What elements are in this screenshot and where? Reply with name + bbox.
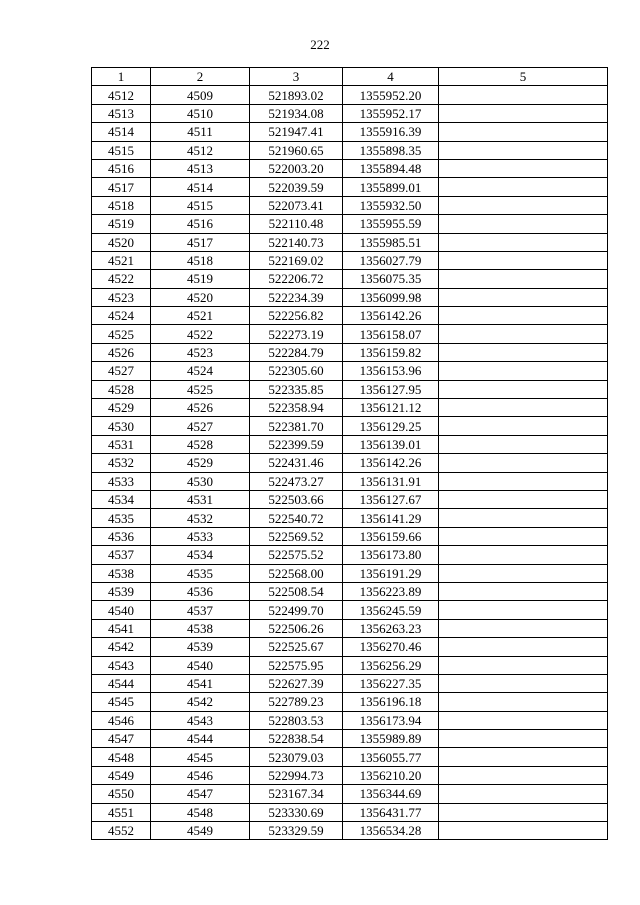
table-cell-col-1: 4536 [92, 527, 151, 545]
table-cell-col-4: 1356127.67 [343, 490, 439, 508]
table-cell-col-4: 1356142.26 [343, 454, 439, 472]
table-row [92, 343, 608, 361]
table-cell-col-3: 522039.59 [250, 178, 343, 196]
table-cell-col-5 [439, 251, 608, 269]
table-row [92, 619, 608, 637]
table-cell-col-1: 4530 [92, 417, 151, 435]
table-row [92, 215, 608, 233]
table-cell-col-1: 4518 [92, 196, 151, 214]
table-cell-col-5 [439, 417, 608, 435]
table-cell-col-3: 523330.69 [250, 803, 343, 821]
table-cell-col-2: 4546 [151, 766, 250, 784]
table-cell-col-4: 1355989.89 [343, 730, 439, 748]
table-cell-col-4: 1356121.12 [343, 399, 439, 417]
table-cell-col-4: 1356099.98 [343, 288, 439, 306]
table-row [92, 785, 608, 803]
table-cell-col-5 [439, 104, 608, 122]
column-header-1: 1 [92, 68, 151, 86]
table-cell-col-5 [439, 564, 608, 582]
table-cell-col-5 [439, 215, 608, 233]
table-cell-col-4: 1355985.51 [343, 233, 439, 251]
table-cell-col-2: 4513 [151, 159, 250, 177]
table-cell-col-1: 4523 [92, 288, 151, 306]
table-cell-col-1: 4512 [92, 86, 151, 104]
table-cell-col-3: 522503.66 [250, 490, 343, 508]
table-cell-col-5 [439, 233, 608, 251]
table-cell-col-3: 522540.72 [250, 509, 343, 527]
table-cell-col-4: 1356159.82 [343, 343, 439, 361]
table-cell-col-5 [439, 619, 608, 637]
table-cell-col-2: 4535 [151, 564, 250, 582]
table-cell-col-5 [439, 748, 608, 766]
table-cell-col-1: 4525 [92, 325, 151, 343]
table-cell-col-4: 1356127.95 [343, 380, 439, 398]
table-cell-col-5 [439, 307, 608, 325]
table-row [92, 123, 608, 141]
table-cell-col-5 [439, 343, 608, 361]
table-cell-col-1: 4543 [92, 656, 151, 674]
table-cell-col-2: 4514 [151, 178, 250, 196]
table-cell-col-1: 4529 [92, 399, 151, 417]
table-cell-col-3: 523329.59 [250, 822, 343, 840]
table-cell-col-2: 4510 [151, 104, 250, 122]
table-cell-col-2: 4536 [151, 582, 250, 600]
table-cell-col-4: 1356131.91 [343, 472, 439, 490]
table-cell-col-4: 1356173.80 [343, 546, 439, 564]
table-cell-col-4: 1356431.77 [343, 803, 439, 821]
coordinates-table [91, 67, 608, 840]
table-cell-col-3: 522110.48 [250, 215, 343, 233]
table-cell-col-3: 522256.82 [250, 307, 343, 325]
table-cell-col-3: 522994.73 [250, 766, 343, 784]
table-cell-col-1: 4549 [92, 766, 151, 784]
table-cell-col-5 [439, 399, 608, 417]
table-row [92, 472, 608, 490]
table-row [92, 638, 608, 656]
table-cell-col-2: 4533 [151, 527, 250, 545]
table-cell-col-2: 4518 [151, 251, 250, 269]
table-cell-col-1: 4521 [92, 251, 151, 269]
column-header-4: 4 [343, 68, 439, 86]
table-cell-col-2: 4532 [151, 509, 250, 527]
table-row [92, 380, 608, 398]
table-cell-col-5 [439, 490, 608, 508]
table-row [92, 527, 608, 545]
table-cell-col-4: 1356270.46 [343, 638, 439, 656]
table-cell-col-4: 1356158.07 [343, 325, 439, 343]
table-cell-col-5 [439, 362, 608, 380]
column-header-2: 2 [151, 68, 250, 86]
table-row [92, 454, 608, 472]
table-row [92, 325, 608, 343]
table-cell-col-5 [439, 638, 608, 656]
table-cell-col-3: 522305.60 [250, 362, 343, 380]
table-cell-col-5 [439, 159, 608, 177]
table-cell-col-4: 1356075.35 [343, 270, 439, 288]
table-cell-col-3: 522838.54 [250, 730, 343, 748]
table-cell-col-3: 521960.65 [250, 141, 343, 159]
table-cell-col-3: 522508.54 [250, 582, 343, 600]
table-row [92, 104, 608, 122]
table-cell-col-5 [439, 711, 608, 729]
table-row [92, 730, 608, 748]
table-cell-col-3: 522506.26 [250, 619, 343, 637]
table-cell-col-2: 4542 [151, 693, 250, 711]
table-row [92, 601, 608, 619]
table-cell-col-2: 4548 [151, 803, 250, 821]
table-cell-col-5 [439, 288, 608, 306]
table-cell-col-1: 4540 [92, 601, 151, 619]
table-cell-col-3: 522473.27 [250, 472, 343, 490]
table-cell-col-1: 4539 [92, 582, 151, 600]
table-cell-col-3: 522273.19 [250, 325, 343, 343]
table-cell-col-4: 1356027.79 [343, 251, 439, 269]
table-cell-col-2: 4517 [151, 233, 250, 251]
table-cell-col-1: 4519 [92, 215, 151, 233]
table-row [92, 748, 608, 766]
table-row [92, 656, 608, 674]
table-cell-col-1: 4538 [92, 564, 151, 582]
table-cell-col-3: 522234.39 [250, 288, 343, 306]
table-cell-col-3: 522431.46 [250, 454, 343, 472]
table-cell-col-1: 4533 [92, 472, 151, 490]
table-cell-col-2: 4538 [151, 619, 250, 637]
table-cell-col-1: 4517 [92, 178, 151, 196]
table-cell-col-3: 522569.52 [250, 527, 343, 545]
table-cell-col-1: 4542 [92, 638, 151, 656]
table-cell-col-4: 1355916.39 [343, 123, 439, 141]
table-body [92, 86, 608, 840]
table-cell-col-2: 4527 [151, 417, 250, 435]
table-cell-col-4: 1356129.25 [343, 417, 439, 435]
table-row [92, 766, 608, 784]
table-row [92, 490, 608, 508]
table-cell-col-2: 4540 [151, 656, 250, 674]
table-cell-col-4: 1356534.28 [343, 822, 439, 840]
table-cell-col-2: 4525 [151, 380, 250, 398]
table-row [92, 159, 608, 177]
table-row [92, 711, 608, 729]
table-cell-col-3: 522568.00 [250, 564, 343, 582]
table-cell-col-4: 1356256.29 [343, 656, 439, 674]
table-cell-col-1: 4548 [92, 748, 151, 766]
table-cell-col-2: 4541 [151, 674, 250, 692]
table-cell-col-3: 522381.70 [250, 417, 343, 435]
table-cell-col-1: 4535 [92, 509, 151, 527]
table-cell-col-5 [439, 178, 608, 196]
table-cell-col-5 [439, 601, 608, 619]
table-cell-col-1: 4545 [92, 693, 151, 711]
table-row [92, 251, 608, 269]
table-cell-col-1: 4516 [92, 159, 151, 177]
table-cell-col-5 [439, 380, 608, 398]
table-cell-col-3: 522575.52 [250, 546, 343, 564]
table-cell-col-1: 4550 [92, 785, 151, 803]
table-cell-col-1: 4514 [92, 123, 151, 141]
table-cell-col-3: 522335.85 [250, 380, 343, 398]
column-header-5: 5 [439, 68, 608, 86]
table-cell-col-3: 522627.39 [250, 674, 343, 692]
table-cell-col-4: 1356344.69 [343, 785, 439, 803]
table-row [92, 270, 608, 288]
table-cell-col-1: 4531 [92, 435, 151, 453]
table-cell-col-3: 521947.41 [250, 123, 343, 141]
table-row [92, 307, 608, 325]
table-cell-col-2: 4529 [151, 454, 250, 472]
table-cell-col-4: 1356227.35 [343, 674, 439, 692]
table-cell-col-1: 4532 [92, 454, 151, 472]
table-cell-col-1: 4544 [92, 674, 151, 692]
table-row [92, 546, 608, 564]
table-cell-col-1: 4513 [92, 104, 151, 122]
table-cell-col-2: 4531 [151, 490, 250, 508]
table-cell-col-1: 4541 [92, 619, 151, 637]
table-cell-col-1: 4552 [92, 822, 151, 840]
table-row [92, 141, 608, 159]
table-cell-col-2: 4522 [151, 325, 250, 343]
table-cell-col-3: 522803.53 [250, 711, 343, 729]
table-cell-col-3: 521893.02 [250, 86, 343, 104]
table-row [92, 674, 608, 692]
table-row [92, 178, 608, 196]
table-cell-col-1: 4534 [92, 490, 151, 508]
table-cell-col-2: 4543 [151, 711, 250, 729]
table-cell-col-1: 4515 [92, 141, 151, 159]
table-cell-col-5 [439, 196, 608, 214]
table-cell-col-3: 521934.08 [250, 104, 343, 122]
table-cell-col-3: 523079.03 [250, 748, 343, 766]
table-row [92, 435, 608, 453]
table-cell-col-4: 1356263.23 [343, 619, 439, 637]
table-row [92, 822, 608, 840]
table-cell-col-1: 4546 [92, 711, 151, 729]
table-cell-col-2: 4534 [151, 546, 250, 564]
table-cell-col-1: 4524 [92, 307, 151, 325]
table-cell-col-2: 4521 [151, 307, 250, 325]
table-cell-col-5 [439, 674, 608, 692]
table-cell-col-5 [439, 785, 608, 803]
table-cell-col-2: 4544 [151, 730, 250, 748]
table-cell-col-5 [439, 472, 608, 490]
table-cell-col-2: 4512 [151, 141, 250, 159]
table-cell-col-3: 522073.41 [250, 196, 343, 214]
table-cell-col-1: 4526 [92, 343, 151, 361]
table-cell-col-5 [439, 527, 608, 545]
table-cell-col-1: 4537 [92, 546, 151, 564]
table-cell-col-3: 522169.02 [250, 251, 343, 269]
table-row [92, 233, 608, 251]
table-cell-col-4: 1356191.29 [343, 564, 439, 582]
table-row [92, 803, 608, 821]
table-cell-col-1: 4520 [92, 233, 151, 251]
table-row [92, 509, 608, 527]
table-cell-col-5 [439, 270, 608, 288]
table-cell-col-4: 1355899.01 [343, 178, 439, 196]
table-cell-col-4: 1356055.77 [343, 748, 439, 766]
table-cell-col-2: 4509 [151, 86, 250, 104]
table-cell-col-3: 522525.67 [250, 638, 343, 656]
table-cell-col-2: 4524 [151, 362, 250, 380]
table-row [92, 86, 608, 104]
page-number: 222 [310, 37, 330, 52]
table-cell-col-2: 4547 [151, 785, 250, 803]
table-cell-col-5 [439, 546, 608, 564]
table-row [92, 693, 608, 711]
table-row [92, 564, 608, 582]
table-row [92, 196, 608, 214]
table-cell-col-3: 522575.95 [250, 656, 343, 674]
table-cell-col-4: 1355932.50 [343, 196, 439, 214]
table-cell-col-5 [439, 141, 608, 159]
table-row [92, 288, 608, 306]
table-cell-col-3: 523167.34 [250, 785, 343, 803]
table-cell-col-3: 522358.94 [250, 399, 343, 417]
table-cell-col-2: 4537 [151, 601, 250, 619]
table-cell-col-4: 1356159.66 [343, 527, 439, 545]
table-cell-col-3: 522399.59 [250, 435, 343, 453]
table-cell-col-1: 4527 [92, 362, 151, 380]
table-header-row [92, 68, 608, 86]
table-cell-col-2: 4520 [151, 288, 250, 306]
table-cell-col-2: 4516 [151, 215, 250, 233]
table-row [92, 362, 608, 380]
table-cell-col-4: 1356210.20 [343, 766, 439, 784]
table-cell-col-5 [439, 86, 608, 104]
table-cell-col-5 [439, 123, 608, 141]
table-cell-col-5 [439, 730, 608, 748]
table-cell-col-2: 4511 [151, 123, 250, 141]
table-cell-col-4: 1355898.35 [343, 141, 439, 159]
table-cell-col-5 [439, 693, 608, 711]
table-row [92, 417, 608, 435]
table-cell-col-4: 1355894.48 [343, 159, 439, 177]
table-row [92, 582, 608, 600]
table-cell-col-5 [439, 822, 608, 840]
table-cell-col-4: 1355955.59 [343, 215, 439, 233]
table-cell-col-1: 4547 [92, 730, 151, 748]
table-cell-col-4: 1356196.18 [343, 693, 439, 711]
table-cell-col-4: 1356223.89 [343, 582, 439, 600]
table-cell-col-4: 1355952.20 [343, 86, 439, 104]
table-cell-col-3: 522789.23 [250, 693, 343, 711]
table-cell-col-4: 1356153.96 [343, 362, 439, 380]
table-cell-col-1: 4522 [92, 270, 151, 288]
table-cell-col-2: 4530 [151, 472, 250, 490]
table-cell-col-4: 1356139.01 [343, 435, 439, 453]
table-cell-col-2: 4515 [151, 196, 250, 214]
table-cell-col-2: 4528 [151, 435, 250, 453]
table-cell-col-3: 522003.20 [250, 159, 343, 177]
column-header-3: 3 [250, 68, 343, 86]
table-cell-col-2: 4523 [151, 343, 250, 361]
table-cell-col-1: 4551 [92, 803, 151, 821]
table-cell-col-5 [439, 325, 608, 343]
table-cell-col-5 [439, 509, 608, 527]
table-cell-col-5 [439, 454, 608, 472]
table-cell-col-4: 1356142.26 [343, 307, 439, 325]
table-cell-col-3: 522140.73 [250, 233, 343, 251]
table-cell-col-4: 1356173.94 [343, 711, 439, 729]
table-cell-col-2: 4539 [151, 638, 250, 656]
table-cell-col-2: 4549 [151, 822, 250, 840]
table-cell-col-2: 4519 [151, 270, 250, 288]
table-cell-col-5 [439, 656, 608, 674]
table-cell-col-3: 522284.79 [250, 343, 343, 361]
table-cell-col-5 [439, 803, 608, 821]
table-cell-col-4: 1356141.29 [343, 509, 439, 527]
table-cell-col-2: 4526 [151, 399, 250, 417]
table-cell-col-1: 4528 [92, 380, 151, 398]
table-cell-col-2: 4545 [151, 748, 250, 766]
table-cell-col-4: 1356245.59 [343, 601, 439, 619]
table-row [92, 399, 608, 417]
table-cell-col-3: 522499.70 [250, 601, 343, 619]
table-cell-col-4: 1355952.17 [343, 104, 439, 122]
table-cell-col-5 [439, 435, 608, 453]
table-cell-col-3: 522206.72 [250, 270, 343, 288]
table-cell-col-5 [439, 582, 608, 600]
table-cell-col-5 [439, 766, 608, 784]
